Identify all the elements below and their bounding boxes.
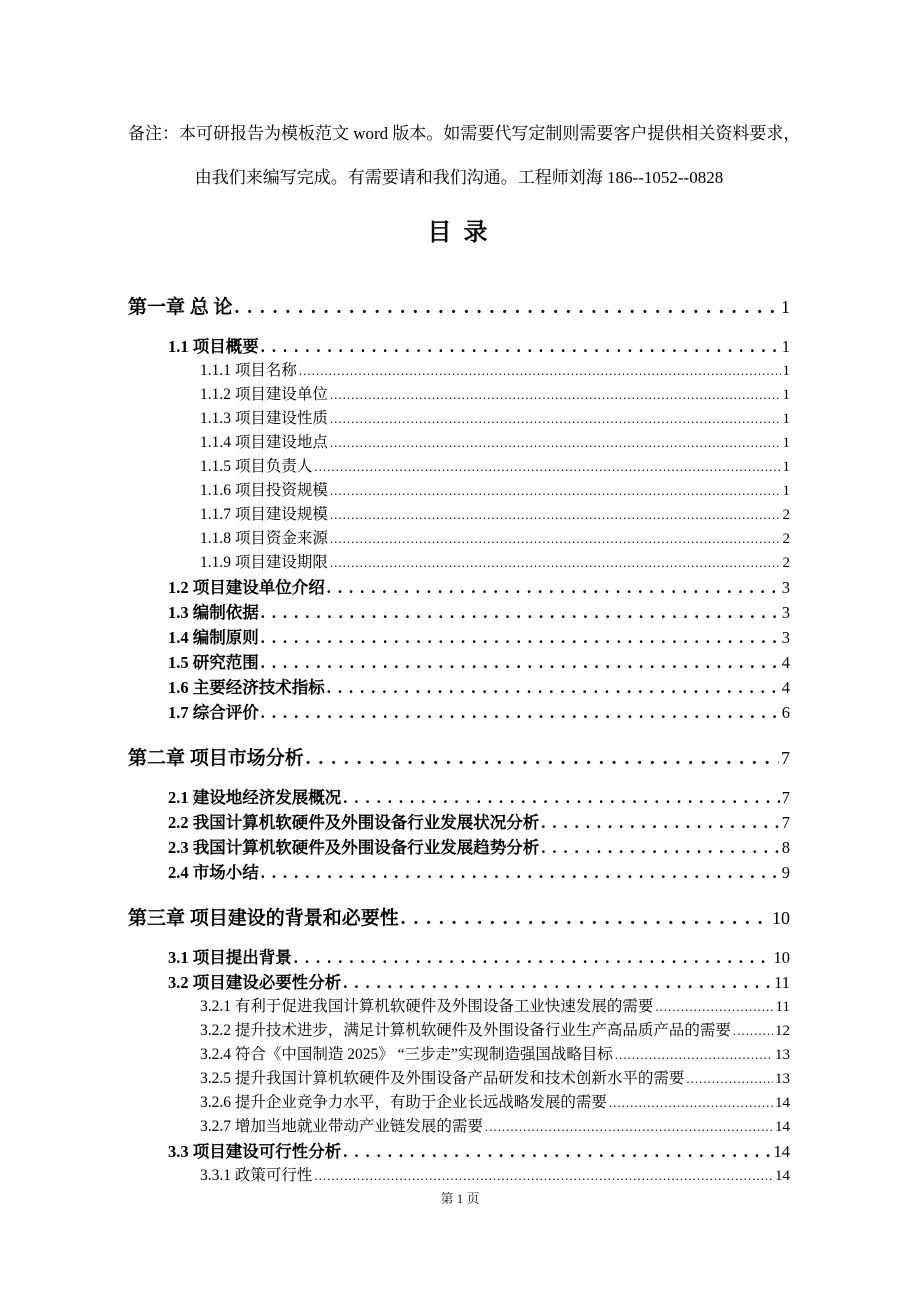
toc-entry-page: 2 xyxy=(782,507,790,523)
toc-entry-label: 第三章 项目建设的背景和必要性 xyxy=(128,908,399,929)
dot-leader xyxy=(261,650,780,675)
toc-entry-page: 13 xyxy=(775,1047,790,1063)
dot-leader xyxy=(485,1115,773,1139)
dot-leader xyxy=(343,1139,771,1164)
dot-leader xyxy=(327,575,780,600)
toc-title: 目 录 xyxy=(427,220,491,246)
dot-leader xyxy=(686,1067,773,1091)
toc-entry-page: 7 xyxy=(781,813,790,832)
toc-entry-page: 2 xyxy=(782,555,790,571)
dot-leader xyxy=(733,1019,773,1043)
toc-entry-page: 11 xyxy=(775,999,790,1015)
toc-entry-page: 7 xyxy=(781,788,790,807)
dot-leader xyxy=(314,1164,773,1188)
toc-entry[interactable] xyxy=(128,650,790,675)
dot-leader xyxy=(261,600,780,625)
toc-entry-page: 1 xyxy=(782,435,790,451)
toc-entry-label: 3.3 项目建设可行性分析 xyxy=(168,1142,342,1161)
note-line-2: 由我们来编写完成。有需要请和我们沟通。工程师刘海 186--1052--0828 xyxy=(194,168,724,187)
toc-entry-page: 1 xyxy=(782,483,790,499)
toc-entry-label: 1.1.4 项目建设地点 xyxy=(200,434,328,451)
toc-entry-label: 1.1.7 项目建设规模 xyxy=(200,506,328,523)
toc-entry[interactable] xyxy=(128,1115,790,1139)
toc-entry-page: 1 xyxy=(781,337,790,356)
toc-entry-label: 3.2.7 增加当地就业带动产业链发展的需要 xyxy=(200,1118,483,1135)
toc-entry-page: 6 xyxy=(781,703,790,722)
toc-entry-label: 1.7 综合评价 xyxy=(168,703,259,722)
toc-entry-label: 3.2 项目建设必要性分析 xyxy=(168,973,342,992)
toc-entry[interactable] xyxy=(128,1164,790,1188)
toc-entry[interactable] xyxy=(128,359,790,383)
toc-entry-label: 1.1 项目概要 xyxy=(168,337,259,356)
toc-entry[interactable] xyxy=(128,575,790,600)
dot-leader xyxy=(343,970,772,995)
dot-leader xyxy=(261,700,780,725)
toc-entry-page: 7 xyxy=(781,748,790,768)
toc-entry-label: 2.1 建设地经济发展概况 xyxy=(168,788,342,807)
toc-entry-label: 3.2.6 提升企业竞争力水平，有助于企业长远战略发展的需要 xyxy=(200,1094,607,1111)
dot-leader xyxy=(330,407,781,431)
toc-entry[interactable] xyxy=(128,1043,790,1067)
toc-entry-label: 1.2 项目建设单位介绍 xyxy=(168,578,325,597)
toc-entry[interactable] xyxy=(128,785,790,810)
toc-entry[interactable] xyxy=(128,334,790,359)
toc-entry-label: 1.1.8 项目资金来源 xyxy=(200,530,328,547)
toc-entry[interactable] xyxy=(128,527,790,551)
dot-leader xyxy=(343,785,780,810)
toc-entry[interactable] xyxy=(128,700,790,725)
toc-entry-page: 11 xyxy=(774,973,790,992)
toc-entry-page: 14 xyxy=(775,1119,790,1135)
toc-entry-label: 1.6 主要经济技术指标 xyxy=(168,678,325,697)
dot-leader xyxy=(330,551,781,575)
toc-entry[interactable] xyxy=(128,625,790,650)
dot-leader xyxy=(261,860,780,885)
dot-leader xyxy=(330,503,781,527)
toc-entry[interactable] xyxy=(128,431,790,455)
dot-leader xyxy=(330,479,781,503)
page-footer: 第 1 页 xyxy=(440,1191,480,1206)
toc-entry[interactable] xyxy=(128,1139,790,1164)
toc-entry-label: 3.2.5 提升我国计算机软硬件及外围设备产品研发和技术创新水平的需要 xyxy=(200,1070,685,1087)
note-line-1: 备注：本可研报告为模板范文 word 版本。如需要代写定制则需要客户提供相关资料要求， xyxy=(128,124,801,143)
toc-entry-label: 1.3 编制依据 xyxy=(168,603,259,622)
toc-entry-page: 8 xyxy=(781,838,790,857)
toc-entry-label: 1.1.5 项目负责人 xyxy=(200,458,313,475)
dot-leader xyxy=(541,835,780,860)
dot-leader xyxy=(541,810,780,835)
toc-entry-page: 2 xyxy=(782,531,790,547)
toc-entry-page: 14 xyxy=(773,1142,790,1161)
toc-entry-page: 3 xyxy=(781,603,790,622)
dot-leader xyxy=(294,945,772,970)
toc-entry[interactable] xyxy=(128,810,790,835)
toc-entry-label: 2.4 市场小结 xyxy=(168,863,259,882)
toc-entry[interactable] xyxy=(128,1019,790,1043)
dot-leader xyxy=(299,359,781,383)
toc-entry-label: 1.1.2 项目建设单位 xyxy=(200,386,328,403)
dot-leader xyxy=(261,334,780,359)
toc-entry-page: 13 xyxy=(775,1071,790,1087)
toc-entry[interactable] xyxy=(128,1067,790,1091)
toc-entry[interactable] xyxy=(128,455,790,479)
toc-entry-label: 1.1.9 项目建设期限 xyxy=(200,554,328,571)
toc-entry-page: 1 xyxy=(782,387,790,403)
toc-entry[interactable] xyxy=(128,503,790,527)
dot-leader xyxy=(314,455,780,479)
toc-entry-label: 3.3.1 政策可行性 xyxy=(200,1167,313,1184)
dot-leader xyxy=(330,431,781,455)
toc-entry-label: 3.2.1 有利于促进我国计算机软硬件及外围设备工业快速发展的需要 xyxy=(200,998,654,1015)
toc-entry[interactable] xyxy=(128,745,790,772)
toc-entry-label: 3.2.4 符合《中国制造 2025》 “三步走”实现制造强国战略目标 xyxy=(200,1046,613,1063)
toc-entry[interactable] xyxy=(128,995,790,1019)
toc-entry-label: 2.3 我国计算机软硬件及外围设备行业发展趋势分析 xyxy=(168,838,540,857)
toc-entry-page: 12 xyxy=(775,1023,790,1039)
toc-entry[interactable] xyxy=(128,479,790,503)
toc-entry[interactable] xyxy=(128,860,790,885)
dot-leader xyxy=(330,383,781,407)
toc-entry[interactable] xyxy=(128,407,790,431)
toc-entry[interactable] xyxy=(128,1091,790,1115)
toc-entry-page: 10 xyxy=(773,948,790,967)
toc-entry[interactable] xyxy=(128,600,790,625)
toc-list xyxy=(128,294,790,1188)
toc-entry-page: 14 xyxy=(775,1095,790,1111)
dot-leader xyxy=(615,1043,773,1067)
toc-entry-page: 9 xyxy=(781,863,790,882)
dot-leader xyxy=(330,527,781,551)
toc-entry[interactable] xyxy=(128,835,790,860)
dot-leader xyxy=(327,675,780,700)
toc-entry-label: 1.1.3 项目建设性质 xyxy=(200,410,328,427)
toc-entry-page: 10 xyxy=(772,908,790,928)
toc-entry-label: 1.1.1 项目名称 xyxy=(200,362,297,379)
dot-leader xyxy=(306,745,779,772)
toc-entry-page: 1 xyxy=(782,459,790,475)
toc-entry-label: 第二章 项目市场分析 xyxy=(128,748,304,769)
toc-entry[interactable] xyxy=(128,945,790,970)
toc-entry-page: 3 xyxy=(781,578,790,597)
toc-entry-page: 1 xyxy=(781,297,790,317)
toc-entry[interactable] xyxy=(128,383,790,407)
toc-entry[interactable] xyxy=(128,905,790,932)
toc-entry-page: 14 xyxy=(775,1168,790,1184)
toc-entry-label: 3.2.2 提升技术进步，满足计算机软硬件及外围设备行业生产高品质产品的需要 xyxy=(200,1022,731,1039)
toc-entry-label: 3.1 项目提出背景 xyxy=(168,948,292,967)
toc-entry[interactable] xyxy=(128,294,790,321)
toc-entry-label: 1.5 研究范围 xyxy=(168,653,259,672)
dot-leader xyxy=(261,625,780,650)
toc-entry[interactable] xyxy=(128,551,790,575)
toc-entry-page: 4 xyxy=(781,678,790,697)
toc-entry-label: 2.2 我国计算机软硬件及外围设备行业发展状况分析 xyxy=(168,813,540,832)
dot-leader xyxy=(401,905,770,932)
toc-entry[interactable] xyxy=(128,970,790,995)
toc-entry-page: 3 xyxy=(781,628,790,647)
dot-leader xyxy=(655,995,773,1019)
dot-leader xyxy=(609,1091,773,1115)
dot-leader xyxy=(235,294,779,321)
toc-entry-page: 1 xyxy=(782,363,790,379)
toc-entry[interactable] xyxy=(128,675,790,700)
toc-entry-label: 第一章 总 论 xyxy=(128,297,233,318)
toc-entry-label: 1.4 编制原则 xyxy=(168,628,259,647)
toc-entry-label: 1.1.6 项目投资规模 xyxy=(200,482,328,499)
toc-entry-page: 4 xyxy=(781,653,790,672)
document-note xyxy=(128,112,801,200)
toc-entry-page: 1 xyxy=(782,411,790,427)
